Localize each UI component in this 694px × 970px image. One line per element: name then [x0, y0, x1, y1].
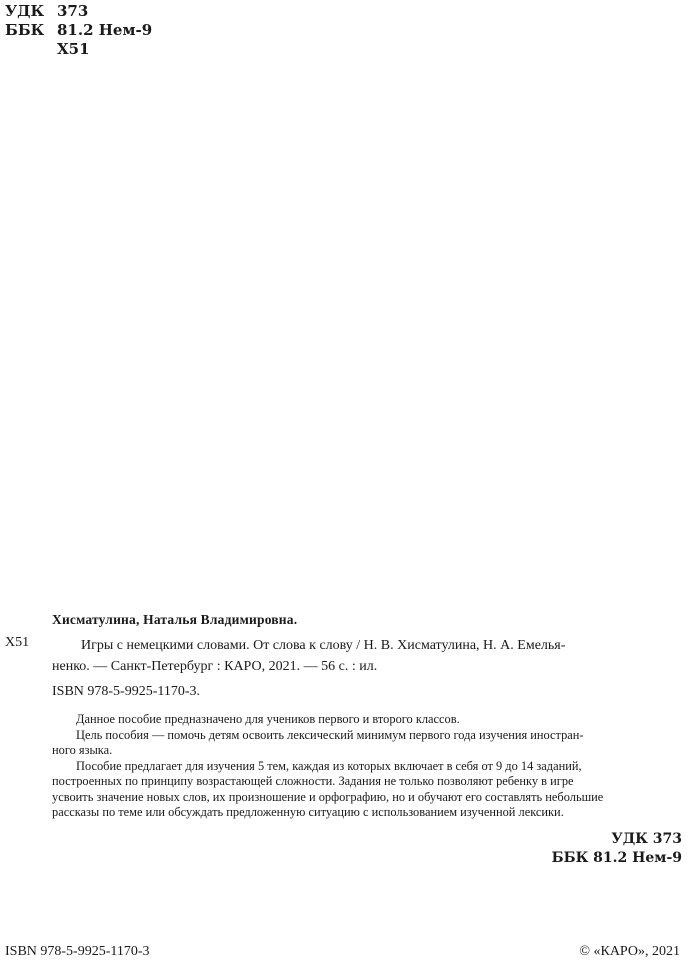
author-mark-row [5, 40, 152, 59]
annotation-line: построенных по принципу возрастающей сложности. Задания не только позволяют ребенку в игре [52, 774, 574, 788]
annotation [52, 712, 684, 821]
author-heading: Хисматулина, Наталья Владимировна. [52, 612, 298, 627]
author-mark: Х51 [57, 40, 90, 58]
annotation-line: Данное пособие предназначено для учеников первого и второго классов. [76, 712, 460, 726]
udk-label: УДК [5, 2, 45, 20]
description-line-2: ненко. — Санкт-Петербург : КАРО, 2021. — 56 с. : ил. [52, 659, 378, 674]
bbk-label: ББК [5, 21, 45, 39]
udk-value: 373 [57, 2, 89, 20]
annotation-line: ного языка. [52, 743, 113, 757]
author-mark-left: Х51 [5, 635, 30, 650]
bbk-value: 81.2 Нем-9 [57, 21, 153, 39]
classification-codes-right [552, 830, 682, 868]
footer-isbn: ISBN 978-5-9925-1170-3 [5, 944, 150, 959]
annotation-line: усвоить значение новых слов, их произношение и орфографию, но и обучают его составлять небольшие [52, 789, 604, 804]
classification-block [5, 2, 152, 59]
bibliographic-description [52, 635, 684, 677]
bbk-code: ББК 81.2 Нем-9 [551, 850, 682, 866]
footer-copyright: © «КАРО», 2021 [579, 944, 680, 959]
udk-code: УДК 373 [611, 831, 682, 847]
description-line-1: Игры с немецкими словами. От слова к слову / Н. В. Хисматулина, Н. А. Емелья- [81, 638, 566, 653]
annotation-line: Цель пособия — помочь детям освоить лексический минимум первого года изучения иностран- [76, 727, 584, 742]
bbk-row [5, 21, 152, 40]
annotation-line: рассказы по теме или обсуждать предложенную ситуацию с использованием изученной лексики. [52, 805, 564, 819]
udk-row [5, 2, 152, 21]
isbn-record: ISBN 978-5-9925-1170-3. [52, 684, 201, 699]
annotation-line: Пособие предлагает для изучения 5 тем, каждая из которых включает в себя от 9 до 14 заданий, [76, 758, 582, 773]
